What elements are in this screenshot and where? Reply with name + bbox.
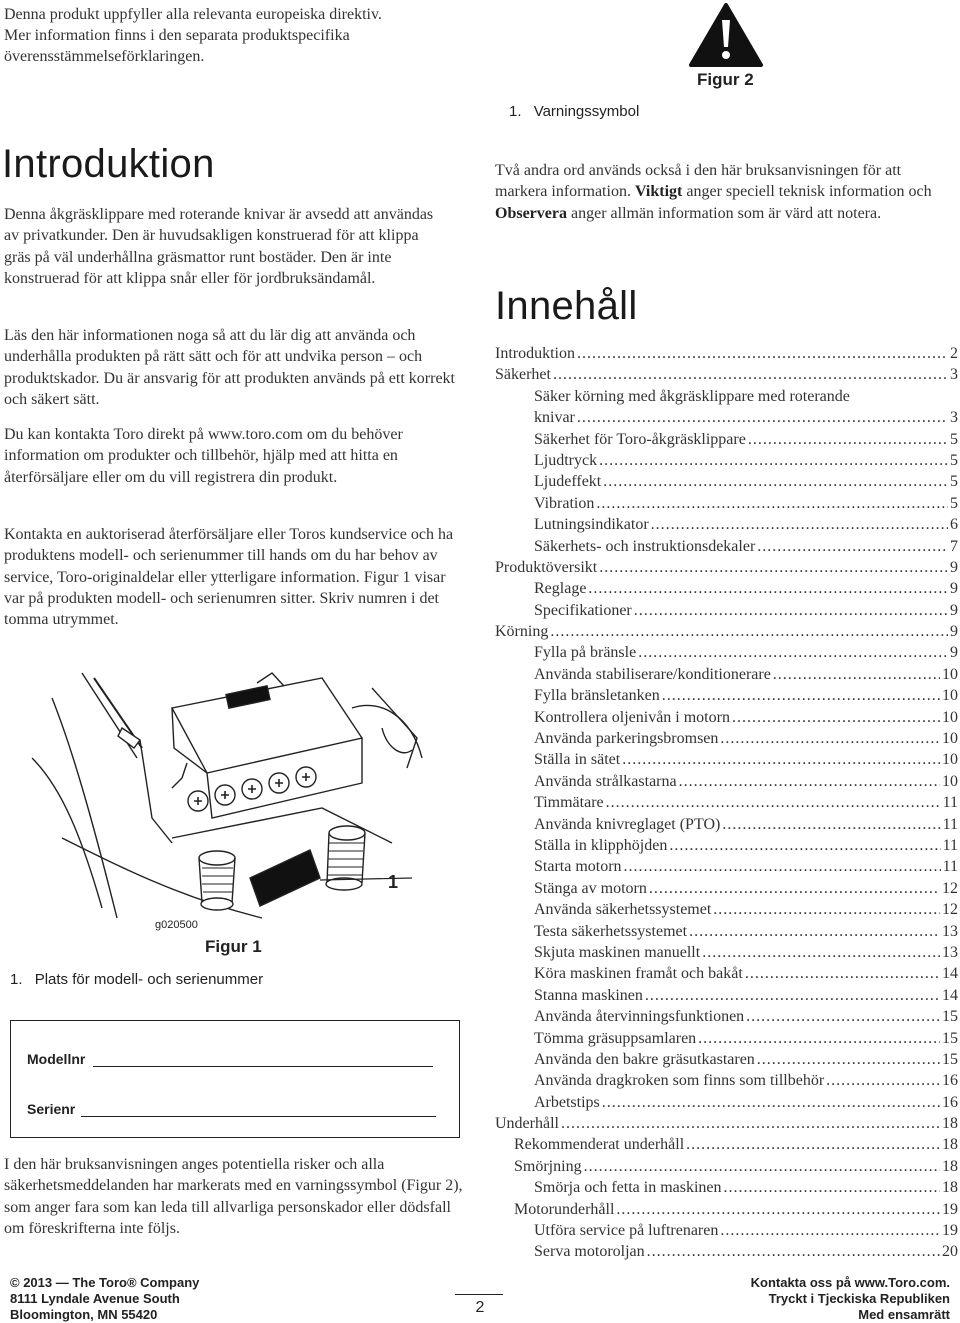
toc-entry[interactable] <box>495 835 958 856</box>
toc-entry-leader <box>746 1006 940 1027</box>
toc-entry-title: Reglage <box>534 580 587 598</box>
figure-1-caption <box>10 971 263 988</box>
toc-entry-title: Lutningsindikator <box>534 516 649 534</box>
toc-entry-page: 9 <box>950 601 958 619</box>
toc-entry[interactable] <box>495 600 958 621</box>
toc-entry-leader <box>662 685 940 706</box>
toc-entry-page: 12 <box>942 901 958 919</box>
toc-entry-title: Körning <box>495 623 549 641</box>
toc-entry-title: Använda parkeringsbromsen <box>534 730 719 748</box>
toc-entry-leader <box>702 942 940 963</box>
toc-entry-title: Kontrollera oljenivån i motorn <box>534 708 730 726</box>
toc-entry[interactable] <box>495 1177 958 1198</box>
toc-entry-title: Ljudeffekt <box>534 473 602 491</box>
toc-entry[interactable] <box>495 963 958 984</box>
toc-entry-leader <box>647 1241 940 1262</box>
toc-entry-leader <box>679 771 940 792</box>
toc-entry-page: 15 <box>942 1029 958 1047</box>
toc-entry-leader <box>649 878 940 899</box>
toc-entry[interactable] <box>495 1049 958 1070</box>
toc-entry-title: Använda strålkastarna <box>534 772 677 790</box>
toc-entry[interactable] <box>495 685 958 706</box>
toc-entry-page: 10 <box>942 751 958 769</box>
toc-entry-title: Serva motoroljan <box>534 1243 645 1261</box>
toc-entry-leader <box>577 343 948 364</box>
toc-entry[interactable] <box>495 814 958 835</box>
toc-entry-leader <box>606 792 941 813</box>
serial-number-label: Serienr <box>27 1101 76 1117</box>
toc-entry-page: 3 <box>950 409 958 427</box>
figure-2-label: Figur 2 <box>697 70 754 89</box>
footer-left <box>10 1275 199 1323</box>
toc-entry[interactable] <box>495 792 958 813</box>
notice-words-paragraph <box>495 160 947 224</box>
toc-entry[interactable] <box>495 493 958 514</box>
toc-entry-page: 11 <box>942 794 958 812</box>
toc-entry-page: 10 <box>942 665 958 683</box>
toc-entry[interactable] <box>495 557 958 578</box>
toc-entry-leader <box>638 642 948 663</box>
toc-entry-leader <box>720 728 940 749</box>
toc-entry[interactable] <box>495 899 958 920</box>
toc-heading: Innehåll <box>495 284 638 328</box>
toc-entry-leader <box>599 450 948 471</box>
figure-1-caption-text: Plats för modell- och serienummer <box>34 971 264 988</box>
toc-entry[interactable] <box>495 878 958 899</box>
toc-entry-leader <box>826 1070 940 1091</box>
toc-entry-page: 12 <box>942 879 958 897</box>
intro-paragraph-1: Denna åkgräsklippare med roterande knivar är avsedd att användas av privatkunder. Den är huvudsakligen konstruerad för att klippa gräs på väl underhållna gräsmattor runt bostäder. Den är inte konstruerad för att klippa snår eller för jordbruksändamål. <box>4 206 434 287</box>
toc-entry-title: Ställa in klipphöjden <box>534 836 668 854</box>
toc-entry-page: 5 <box>950 430 958 448</box>
toc-entry-page: 18 <box>942 1179 958 1197</box>
notice-words-text-c: anger allmän information som är värd att notera. <box>570 204 882 222</box>
toc-entry-page: 2 <box>950 345 958 362</box>
footer-printed: Tryckt i Tjeckiska Republiken <box>768 1291 950 1306</box>
toc-entry-leader <box>561 1113 940 1134</box>
toc-entry-leader <box>603 471 948 492</box>
toc-entry[interactable] <box>495 642 958 663</box>
toc-entry[interactable] <box>495 450 958 471</box>
toc-entry-leader <box>713 899 940 920</box>
toc-entry-page: 10 <box>942 687 958 705</box>
toc-entry[interactable] <box>495 343 958 364</box>
toc-entry-title: Säkerhet för Toro-åkgräsklippare <box>534 430 746 448</box>
toc-entry-page: 11 <box>942 858 958 876</box>
toc-entry[interactable] <box>495 578 958 599</box>
toc-entry-leader <box>634 600 948 621</box>
toc-entry-title: Rekommenderat underhåll <box>514 1136 685 1154</box>
toc-entry[interactable] <box>495 1070 958 1091</box>
conformity-notice-line-2: Mer information finns i den separata produktspecifika <box>4 27 350 44</box>
toc-entry-title: Säkerhets- och instruktionsdekaler <box>534 537 756 555</box>
toc-entry-title: Vibration <box>534 494 595 512</box>
toc-entry[interactable] <box>495 856 958 877</box>
conformity-notice <box>4 4 382 67</box>
toc-entry-leader <box>669 835 940 856</box>
toc-entry-title: Specifikationer <box>534 601 632 619</box>
toc-entry-title: Motorunderhåll <box>514 1200 615 1218</box>
toc-entry[interactable] <box>495 364 958 385</box>
toc-entry-page: 5 <box>950 451 958 469</box>
toc-entry-title: Ställa in sätet <box>534 751 621 769</box>
toc-entry-title: Tömma gräsuppsamlaren <box>534 1029 697 1047</box>
toc-entry[interactable] <box>495 407 958 428</box>
toc-entry-title: Stänga av motorn <box>534 879 647 897</box>
notice-word-note: Observera <box>495 204 567 222</box>
toc-entry[interactable] <box>495 921 958 942</box>
toc-entry[interactable] <box>495 1028 958 1049</box>
intro-paragraph-5: I den här bruksanvisningen anges potentiella risker och alla säkerhetsmeddelanden har markerats med en varningssymbol (Figur 2), som anger fara som kan leda till allvarliga personskador eller dödsfall om föreskrifterna inte följs. <box>4 1156 463 1237</box>
toc-entry[interactable] <box>495 536 958 557</box>
toc-entry-page: 10 <box>942 730 958 748</box>
toc-entry-page: 19 <box>942 1200 958 1218</box>
toc-entry-page: 18 <box>942 1115 958 1133</box>
toc-entry-page: 5 <box>950 473 958 491</box>
toc-entry-title: Testa säkerhetssystemet <box>534 922 688 940</box>
toc-entry-leader <box>748 429 948 450</box>
toc-entry-title: Köra maskinen framåt och bakåt <box>534 965 743 983</box>
toc-entry-leader <box>599 557 948 578</box>
toc-entry-leader <box>584 1156 940 1177</box>
intro-heading: Introduktion <box>2 142 215 186</box>
toc-entry[interactable] <box>495 621 958 642</box>
toc-entry-page: 9 <box>950 623 958 641</box>
footer-city: Bloomington, MN 55420 <box>10 1307 158 1322</box>
toc-entry-title: knivar <box>534 409 575 427</box>
toc-entry-leader <box>724 1177 940 1198</box>
toc-entry[interactable] <box>495 429 958 450</box>
toc-entry-page: 18 <box>942 1136 958 1154</box>
toc-entry-leader <box>698 1028 940 1049</box>
battery-area-illustration <box>22 668 442 930</box>
toc-entry-page: 18 <box>942 1157 958 1175</box>
toc-entry-page: 11 <box>942 836 958 854</box>
footer-copyright: © 2013 — The Toro® Company <box>10 1275 200 1290</box>
toc-entry-leader <box>720 1220 940 1241</box>
toc-entry-leader <box>651 514 948 535</box>
toc-entry-leader <box>686 1134 940 1155</box>
model-number-label: Modellnr <box>27 1051 86 1067</box>
notice-word-important: Viktigt <box>634 183 683 201</box>
toc-entry-leader <box>596 493 948 514</box>
toc-entry[interactable] <box>495 1092 958 1113</box>
toc-entry-leader <box>577 407 948 428</box>
toc-entry-page: 5 <box>950 494 958 512</box>
toc-entry-title: Använda den bakre gräsutkastaren <box>534 1050 755 1068</box>
notice-words-text-a: Två andra ord används också i den här bruksanvisningen för att markera information. <box>495 162 902 201</box>
toc-entry-title: Starta motorn <box>534 858 622 876</box>
toc-entry-page: 13 <box>942 943 958 961</box>
footer-right <box>751 1275 950 1323</box>
toc-entry-leader <box>622 749 940 770</box>
toc-entry-title: Ljudtryck <box>534 451 598 469</box>
toc-entry-page: 10 <box>942 708 958 726</box>
intro-paragraph-4: Kontakta en auktoriserad återförsäljare eller Toros kundservice och ha produktens modell- och serienummer till hands om du har behov av service, Toro-originaldelar eller ytterligare information. Figur 1 visar var på produkten modell- och serienumren sitter. Skriv numren i det tomma utrymmet. <box>4 526 454 629</box>
conformity-notice-line-3: överensstämmelseförklaringen. <box>4 48 205 65</box>
toc-entry-title: Använda återvinningsfunktionen <box>534 1008 745 1026</box>
toc-entry[interactable] <box>495 1006 958 1027</box>
toc-entry-title: Använda säkerhetssystemet <box>534 901 712 919</box>
toc-entry[interactable] <box>495 1134 958 1155</box>
warning-triangle-icon <box>688 2 764 68</box>
conformity-notice-line-1: Denna produkt uppfyller alla relevanta europeiska direktiv. <box>4 6 382 23</box>
toc-entry-title: Utföra service på luftrenaren <box>534 1222 719 1240</box>
toc-entry-leader <box>550 621 948 642</box>
toc-entry-page: 15 <box>942 1050 958 1068</box>
toc-entry-page: 7 <box>950 537 958 555</box>
intro-paragraph-3: Du kan kontakta Toro direkt på www.toro.com om du behöver information om produkter och tillbehör, hjälp med att hitta en återförsäljare eller om du vill registrera din produkt. <box>4 426 403 486</box>
figure-2-caption <box>509 103 639 120</box>
model-number-row <box>27 1051 433 1067</box>
toc-entry-page: 16 <box>942 1093 958 1111</box>
footer-address: 8111 Lyndale Avenue South <box>10 1291 180 1306</box>
toc-entry-title: Smörjning <box>514 1157 582 1175</box>
toc-entry-page: 16 <box>942 1072 958 1090</box>
toc-entry[interactable] <box>495 664 958 685</box>
figure-1-label: Figur 1 <box>205 937 262 956</box>
toc-entry[interactable] <box>495 1156 958 1177</box>
toc-entry-leader <box>645 985 940 1006</box>
toc-entry-leader <box>553 364 948 385</box>
toc-entry[interactable] <box>495 942 958 963</box>
toc-entry-title: Använda knivreglaget (PTO) <box>534 815 721 833</box>
toc-entry[interactable] <box>495 471 958 492</box>
figure-1-callout-number: 1 <box>388 872 399 892</box>
toc-entry[interactable] <box>495 749 958 770</box>
toc-entry-leader <box>689 921 940 942</box>
toc-entry-page: 3 <box>950 366 958 384</box>
toc-entry-leader <box>624 856 941 877</box>
page-number-rule <box>455 1294 503 1295</box>
figure-2-caption-text: Varningssymbol <box>533 103 640 120</box>
toc-entry[interactable] <box>495 985 958 1006</box>
toc-entry-page: 19 <box>942 1222 958 1240</box>
toc-entry-title: Produktöversikt <box>495 558 598 576</box>
toc-entry-title: Stanna maskinen <box>534 986 643 1004</box>
toc-entry-page: 6 <box>950 516 958 534</box>
toc-entry-title: Skjuta maskinen manuellt <box>534 943 701 961</box>
toc-entry-page: 10 <box>942 772 958 790</box>
toc-entry-page: 11 <box>942 815 958 833</box>
toc-entry-page: 20 <box>942 1243 958 1261</box>
footer-rights: Med ensamrätt <box>858 1307 950 1322</box>
table-of-contents <box>495 343 958 1263</box>
figure-2-caption-number: 1. <box>509 103 522 120</box>
toc-entry-leader <box>722 814 940 835</box>
intro-paragraph-2: Läs den här informationen noga så att du lär dig att använda och underhålla produkten på rätt sätt och för att undvika person – och produktskador. Du är ansvarig för att produkten används på ett korrekt och säkert sätt. <box>4 327 455 408</box>
serial-number-field[interactable] <box>81 1102 436 1117</box>
figure-1-caption-number: 1. <box>10 971 23 988</box>
toc-entry[interactable] <box>495 1220 958 1241</box>
toc-entry[interactable] <box>495 771 958 792</box>
toc-entry-leader <box>732 707 940 728</box>
toc-entry-page: 9 <box>950 558 958 576</box>
toc-entry-leader <box>757 1049 940 1070</box>
toc-entry-page: 15 <box>942 1008 958 1026</box>
toc-entry[interactable] <box>495 728 958 749</box>
toc-entry-page: 14 <box>942 965 958 983</box>
toc-entry-leader <box>745 963 940 984</box>
toc-entry-title: Säkerhet <box>495 366 551 384</box>
footer-contact: Kontakta oss på www.Toro.com. <box>750 1275 950 1290</box>
page-number: 2 <box>475 1299 485 1316</box>
toc-entry[interactable] <box>495 1113 958 1134</box>
toc-entry-title: Använda dragkroken som finns som tillbehör <box>534 1072 825 1090</box>
toc-entry-leader <box>616 1199 940 1220</box>
toc-entry-page: 9 <box>950 644 958 662</box>
toc-entry-title: Introduktion <box>495 345 575 362</box>
toc-entry-title: Fylla bränsletanken <box>534 687 660 705</box>
toc-entry-title: Smörja och fetta in maskinen <box>534 1179 722 1197</box>
toc-entry-leader <box>757 536 948 557</box>
toc-entry[interactable] <box>495 514 958 535</box>
toc-entry-leader <box>602 1092 940 1113</box>
toc-entry-page: 14 <box>942 986 958 1004</box>
toc-entry[interactable] <box>495 1199 958 1220</box>
toc-entry-leader <box>588 578 948 599</box>
toc-entry-page: 9 <box>950 580 958 598</box>
toc-entry[interactable] <box>495 707 958 728</box>
serial-number-row <box>27 1101 436 1117</box>
toc-entry-title: Använda stabiliserare/konditionerare <box>534 665 771 683</box>
toc-entry[interactable] <box>495 1241 958 1262</box>
toc-entry-title: Timmätare <box>534 794 604 812</box>
toc-entry[interactable] <box>495 386 958 407</box>
toc-entry-page: 13 <box>942 922 958 940</box>
model-serial-record-box <box>10 1020 460 1138</box>
toc-entry-title: Arbetstips <box>534 1093 600 1111</box>
figure-1-code: g020500 <box>155 919 198 931</box>
notice-words-text-b: anger speciell teknisk information och <box>686 183 932 201</box>
toc-entry-title: Fylla på bränsle <box>534 644 637 662</box>
toc-entry-leader <box>773 664 940 685</box>
model-number-field[interactable] <box>93 1052 433 1067</box>
toc-entry-title: Underhåll <box>495 1115 559 1133</box>
toc-entry-title: Säker körning med åkgräsklippare med roterande <box>534 387 850 405</box>
